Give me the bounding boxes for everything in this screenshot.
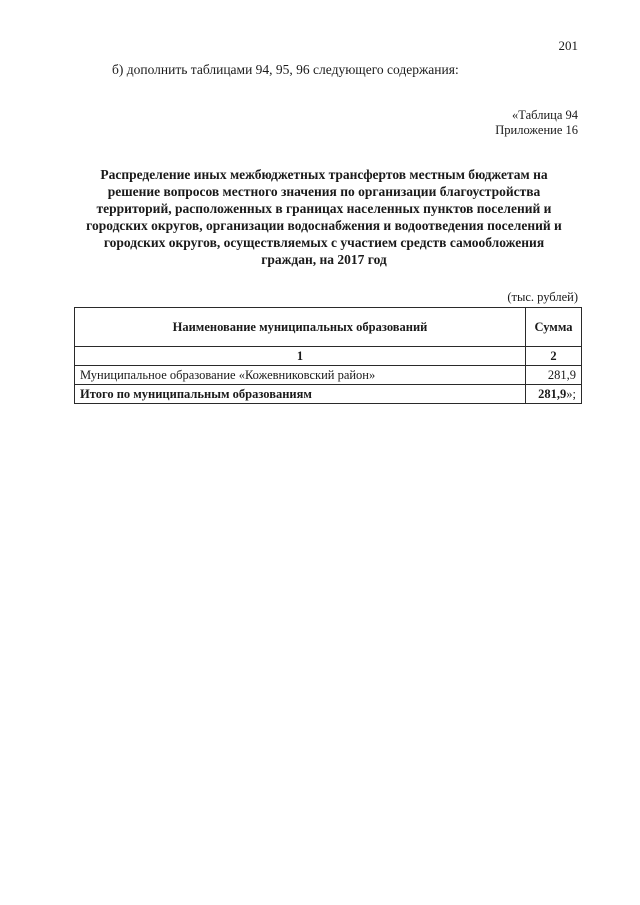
title-line: территорий, расположенных в границах населенных пунктов поселений и [96,201,552,216]
transfers-table [74,307,582,404]
closing-quote: »; [566,386,576,401]
title-line: Распределение иных межбюджетных трансфертов местным бюджетам на [100,167,548,182]
table-row [75,366,582,385]
page-number: 201 [558,38,578,53]
column-number-row [75,347,582,366]
municipality-name: Муниципальное образование «Кожевниковский район» [75,366,526,385]
header-amount: Сумма [526,308,582,347]
municipality-amount: 281,9 [526,366,582,385]
column-number-1: 1 [75,347,526,366]
total-amount: 281,9 [538,386,567,401]
table-header-row [75,308,582,347]
title-line: городских округов, осуществляемых с участием средств самообложения [103,235,545,250]
intro-text: б) дополнить таблицами 94, 95, 96 следующего содержания: [112,62,459,77]
total-cell [526,385,582,404]
title-line: городских округов, организации водоснабжения и водоотведения поселений и [86,218,562,233]
table-reference [495,108,578,138]
units-label: (тыс. рублей) [507,290,578,304]
total-row [75,385,582,404]
total-label: Итого по муниципальным образованиям [75,385,526,404]
document-title [74,166,574,268]
table-label: «Таблица 94 [512,108,578,122]
column-number-2: 2 [526,347,582,366]
header-name: Наименование муниципальных образований [75,308,526,347]
title-line: решение вопросов местного значения по организации благоустройства [107,184,541,199]
appendix-label: Приложение 16 [495,123,578,137]
title-line: граждан, на 2017 год [261,252,387,267]
